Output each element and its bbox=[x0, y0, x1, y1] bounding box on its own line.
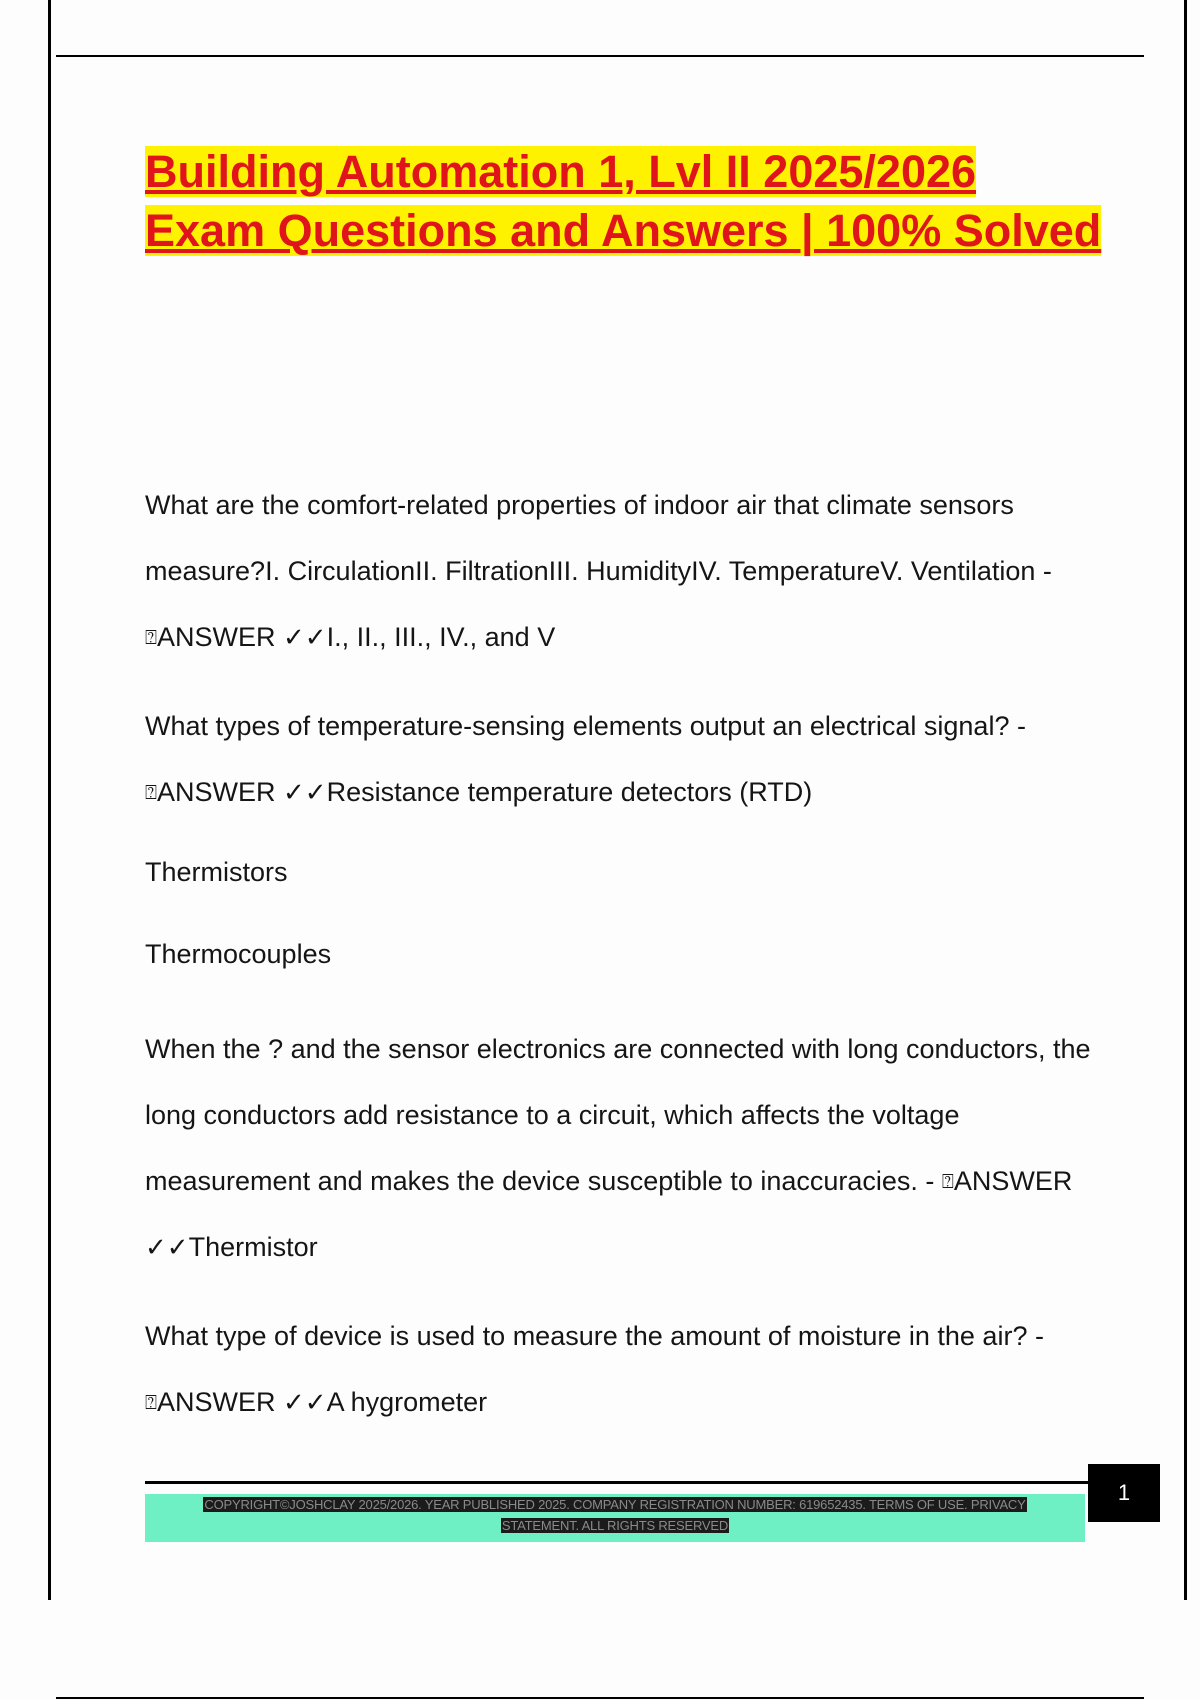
answer-text: A hygrometer bbox=[326, 1387, 488, 1417]
page-border-left bbox=[48, 0, 51, 1600]
qa-item-3 bbox=[145, 1016, 1100, 1281]
question-text: What type of device is used to measure the amount of moisture in the air? - bbox=[145, 1321, 1044, 1351]
missing-glyph-icon: ⍰ bbox=[941, 1169, 954, 1193]
answer-label: ANSWER bbox=[157, 622, 284, 652]
answer-text: Resistance temperature detectors (RTD) bbox=[326, 777, 813, 807]
missing-glyph-icon: ⍰ bbox=[145, 780, 157, 804]
double-check-icon: ✓✓ bbox=[145, 1233, 189, 1263]
answer-text: I., II., III., IV., and V bbox=[326, 622, 556, 652]
question-text: What types of temperature-sensing elements output an electrical signal? - bbox=[145, 711, 1026, 741]
page-number: 1 bbox=[1088, 1464, 1160, 1522]
document-title-text: Building Automation 1, Lvl II 2025/2026 Exam Questions and Answers | 100% Solved bbox=[145, 146, 1102, 256]
copyright-line-2: STATEMENT. ALL RIGHTS RESERVED bbox=[501, 1518, 729, 1533]
page-border-right bbox=[1184, 0, 1187, 1600]
answer-label: ANSWER bbox=[157, 777, 284, 807]
document-title bbox=[145, 142, 1105, 260]
qa-item-4 bbox=[145, 1303, 1100, 1436]
double-check-icon: ✓✓ bbox=[283, 1388, 327, 1418]
next-page-rule bbox=[56, 1697, 1144, 1699]
qa-item-1 bbox=[145, 472, 1100, 671]
missing-glyph-icon: ⍰ bbox=[145, 625, 157, 649]
copyright-footer bbox=[145, 1494, 1085, 1542]
answer-continuation-line: Thermocouples bbox=[145, 939, 332, 969]
document-body bbox=[145, 472, 1100, 1458]
answer-label: ANSWER bbox=[953, 1166, 1073, 1196]
answer-text: Thermistor bbox=[188, 1232, 318, 1262]
question-text: What are the comfort-related properties of indoor air that climate sensors measure?I. CirculationII. FiltrationIII. HumidityIV. TemperatureV. Ventilation - bbox=[145, 490, 1052, 586]
question-text: When the ? and the sensor electronics are connected with long conductors, the long conductors add resistance to a circuit, which affects the voltage measurement and makes the device susceptible to inaccuracies. - bbox=[145, 1034, 1091, 1196]
double-check-icon: ✓✓ bbox=[283, 623, 327, 653]
missing-glyph-icon: ⍰ bbox=[145, 1390, 157, 1414]
answer-continuation-line: Thermistors bbox=[145, 857, 288, 887]
header-rule bbox=[56, 55, 1144, 57]
double-check-icon: ✓✓ bbox=[283, 778, 327, 808]
answer-label: ANSWER bbox=[157, 1387, 284, 1417]
qa-item-2 bbox=[145, 693, 1100, 826]
footer-rule bbox=[145, 1481, 1090, 1484]
copyright-line-1: COPYRIGHT©JOSHCLAY 2025/2026. YEAR PUBLISHED 2025. COMPANY REGISTRATION NUMBER: 619652435. TERMS OF USE. PRIVACY bbox=[204, 1497, 1026, 1512]
